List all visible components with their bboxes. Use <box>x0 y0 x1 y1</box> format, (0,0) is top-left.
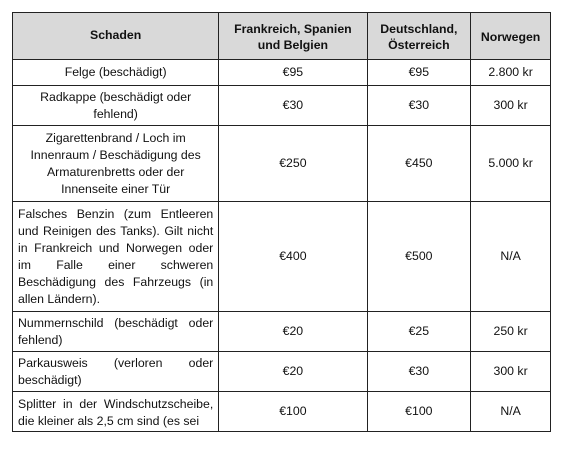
cell-fee-fsb: €20 <box>219 352 367 392</box>
table-row <box>13 60 551 86</box>
table-row <box>13 352 551 392</box>
cell-fee-fsb: €250 <box>219 126 367 202</box>
header-frankreich-spanien-belgien: Frankreich, Spanien und Belgien <box>219 13 367 60</box>
cell-fee-de: €25 <box>367 312 471 352</box>
cell-fee-no: 300 kr <box>471 352 551 392</box>
cell-schaden: Parkausweis (verloren oder beschädigt) <box>13 352 219 392</box>
table-row <box>13 392 551 432</box>
cell-schaden: Nummernschild (beschädigt oder fehlend) <box>13 312 219 352</box>
cell-schaden: Felge (beschädigt) <box>13 60 219 86</box>
cell-fee-de: €450 <box>367 126 471 202</box>
cell-fee-fsb: €100 <box>219 392 367 432</box>
cell-fee-no: N/A <box>471 392 551 432</box>
header-norwegen: Norwegen <box>471 13 551 60</box>
cell-fee-no: 250 kr <box>471 312 551 352</box>
header-deutschland-oesterreich: Deutschland, Österreich <box>367 13 471 60</box>
cell-fee-no: 2.800 kr <box>471 60 551 86</box>
cell-fee-de: €30 <box>367 86 471 126</box>
cell-fee-de: €95 <box>367 60 471 86</box>
cell-fee-no: 5.000 kr <box>471 126 551 202</box>
cell-schaden: Falsches Benzin (zum Entleeren und Reinigen des Tanks). Gilt nicht in Frankreich und Norwegen oder im Falle einer schweren Beschädigung des Fahrzeugs (in allen Ländern). <box>13 202 219 312</box>
cell-schaden: Radkappe (beschädigt oder fehlend) <box>13 86 219 126</box>
cell-fee-fsb: €400 <box>219 202 367 312</box>
table-row <box>13 126 551 202</box>
cell-fee-no: 300 kr <box>471 86 551 126</box>
cell-fee-de: €100 <box>367 392 471 432</box>
cell-fee-fsb: €30 <box>219 86 367 126</box>
cell-fee-de: €30 <box>367 352 471 392</box>
table-header-row <box>13 13 551 60</box>
cell-fee-fsb: €95 <box>219 60 367 86</box>
cell-schaden-text: Splitter in der Windschutzscheibe, die kleiner als 2,5 cm sind (es sei <box>18 396 214 428</box>
cell-schaden: Zigarettenbrand / Loch im Innenraum / Beschädigung des Armaturenbretts oder der Innenseite einer Tür <box>13 126 219 202</box>
table-row <box>13 86 551 126</box>
cell-fee-fsb: €20 <box>219 312 367 352</box>
damage-fee-table <box>12 12 551 432</box>
header-schaden: Schaden <box>13 13 219 60</box>
cell-schaden <box>13 392 219 432</box>
cell-fee-de: €500 <box>367 202 471 312</box>
cell-fee-no: N/A <box>471 202 551 312</box>
table-row <box>13 312 551 352</box>
table-row <box>13 202 551 312</box>
